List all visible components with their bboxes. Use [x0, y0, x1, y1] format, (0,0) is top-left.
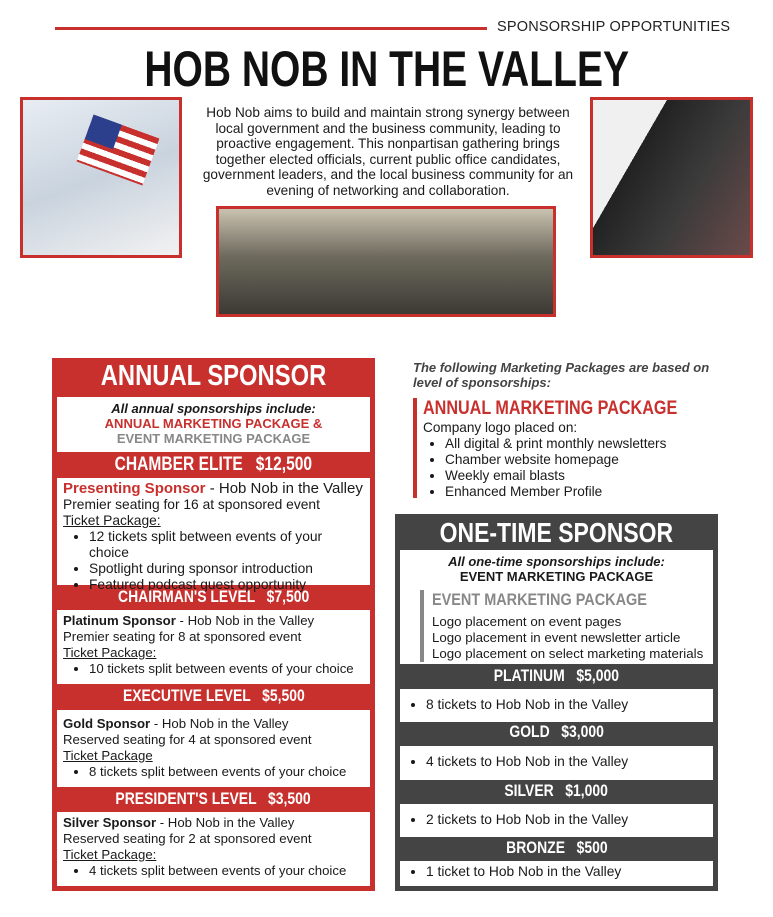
tier-chairmans: CHAIRMAN'S LEVEL $7,500: [117, 587, 310, 606]
marketing-list: • All digital & print monthly newsletters • Chamber website homepage • Weekly email blasts • Enhanced Member Profile: [445, 436, 713, 500]
tier-executive-body: Gold Sponsor - Hob Nob in the Valley Reserved seating for 4 at sponsored event Ticket Package • 8 tickets split between events of your choice: [57, 710, 370, 787]
annual-marketing-package: [413, 398, 713, 498]
header-rule: [55, 27, 487, 30]
event-tent-photo: [216, 206, 556, 317]
tier-executive: EXECUTIVE LEVEL $5,500: [122, 686, 305, 705]
annual-sponsor-panel: [52, 358, 375, 891]
tier-bronze-body: • 1 ticket to Hob Nob in the Valley: [400, 861, 713, 886]
intro-paragraph: Hob Nob aims to build and maintain strong synergy between local government and the business community, leading to proactive engagement. This nonpartisan gathering brings together elected officials, current public office candidates, government leaders, and the local business community for an evening of networking and collaboration.: [202, 105, 574, 198]
annual-includes: [57, 397, 370, 452]
title-text: HOB NOB IN THE VALLEY: [144, 41, 629, 97]
page-title: [0, 40, 773, 98]
attendees-photo: [590, 97, 753, 258]
tier-presidents: PRESIDENT'S LEVEL $3,500: [115, 789, 312, 808]
tier-chairmans-body: Platinum Sponsor - Hob Nob in the Valley Premier seating for 8 at sponsored event Ticket Package: • 10 tickets split between events of your choice: [57, 610, 370, 684]
includes-event-pkg: EVENT MARKETING PACKAGE: [116, 431, 311, 446]
annual-marketing-title: ANNUAL MARKETING PACKAGE: [423, 398, 678, 419]
tier-platinum-body: • 8 tickets to Hob Nob in the Valley: [400, 689, 713, 722]
flag-photo: [20, 97, 182, 258]
tier-bronze: BRONZE $500: [505, 838, 608, 857]
tier-presidents-body: Silver Sponsor - Hob Nob in the Valley Reserved seating for 2 at sponsored event Ticket Package: • 4 tickets split between events of your choice: [57, 812, 370, 886]
tier-silver: SILVER $1,000: [504, 781, 609, 800]
event-marketing-package: EVENT MARKETING PACKAGE Logo placement on event pages Logo placement in event newsletter article Logo placement on select marketing materials: [420, 590, 707, 662]
includes-label: All annual sponsorships include:: [111, 401, 316, 416]
one-time-sponsor-panel: [395, 514, 718, 891]
tier-platinum: PLATINUM $5,000: [493, 666, 620, 685]
tier-chamber-elite: CHAMBER ELITE $12,500: [114, 454, 313, 475]
tier-silver-body: • 2 tickets to Hob Nob in the Valley: [400, 804, 713, 837]
annual-sponsor-title: ANNUAL SPONSOR: [100, 360, 327, 392]
marketing-lead: Company logo placed on:: [423, 420, 578, 435]
kicker: SPONSORSHIP OPPORTUNITIES: [497, 19, 731, 35]
tier-gold-body: • 4 tickets to Hob Nob in the Valley: [400, 746, 713, 780]
one-time-title: ONE-TIME SPONSOR: [439, 517, 674, 548]
tier-gold: GOLD $3,000: [509, 722, 604, 741]
one-time-includes: All one-time sponsorships include: EVENT MARKETING PACKAGE EVENT MARKETING PACKAGE Logo placement on event pages Logo placement in event newsletter article Logo placement on select marketing materials: [400, 550, 713, 664]
marketing-intro: The following Marketing Packages are based on level of sponsorships:: [413, 360, 710, 390]
tier-chamber-elite-body: Presenting Sponsor - Hob Nob in the Valley Premier seating for 16 at sponsored event Ticket Package: • 12 tickets split between events of your choice • Spotlight during sponsor introduction • Featured podcast guest opportunity: [57, 478, 370, 585]
includes-annual-pkg: ANNUAL MARKETING PACKAGE &: [104, 416, 323, 431]
